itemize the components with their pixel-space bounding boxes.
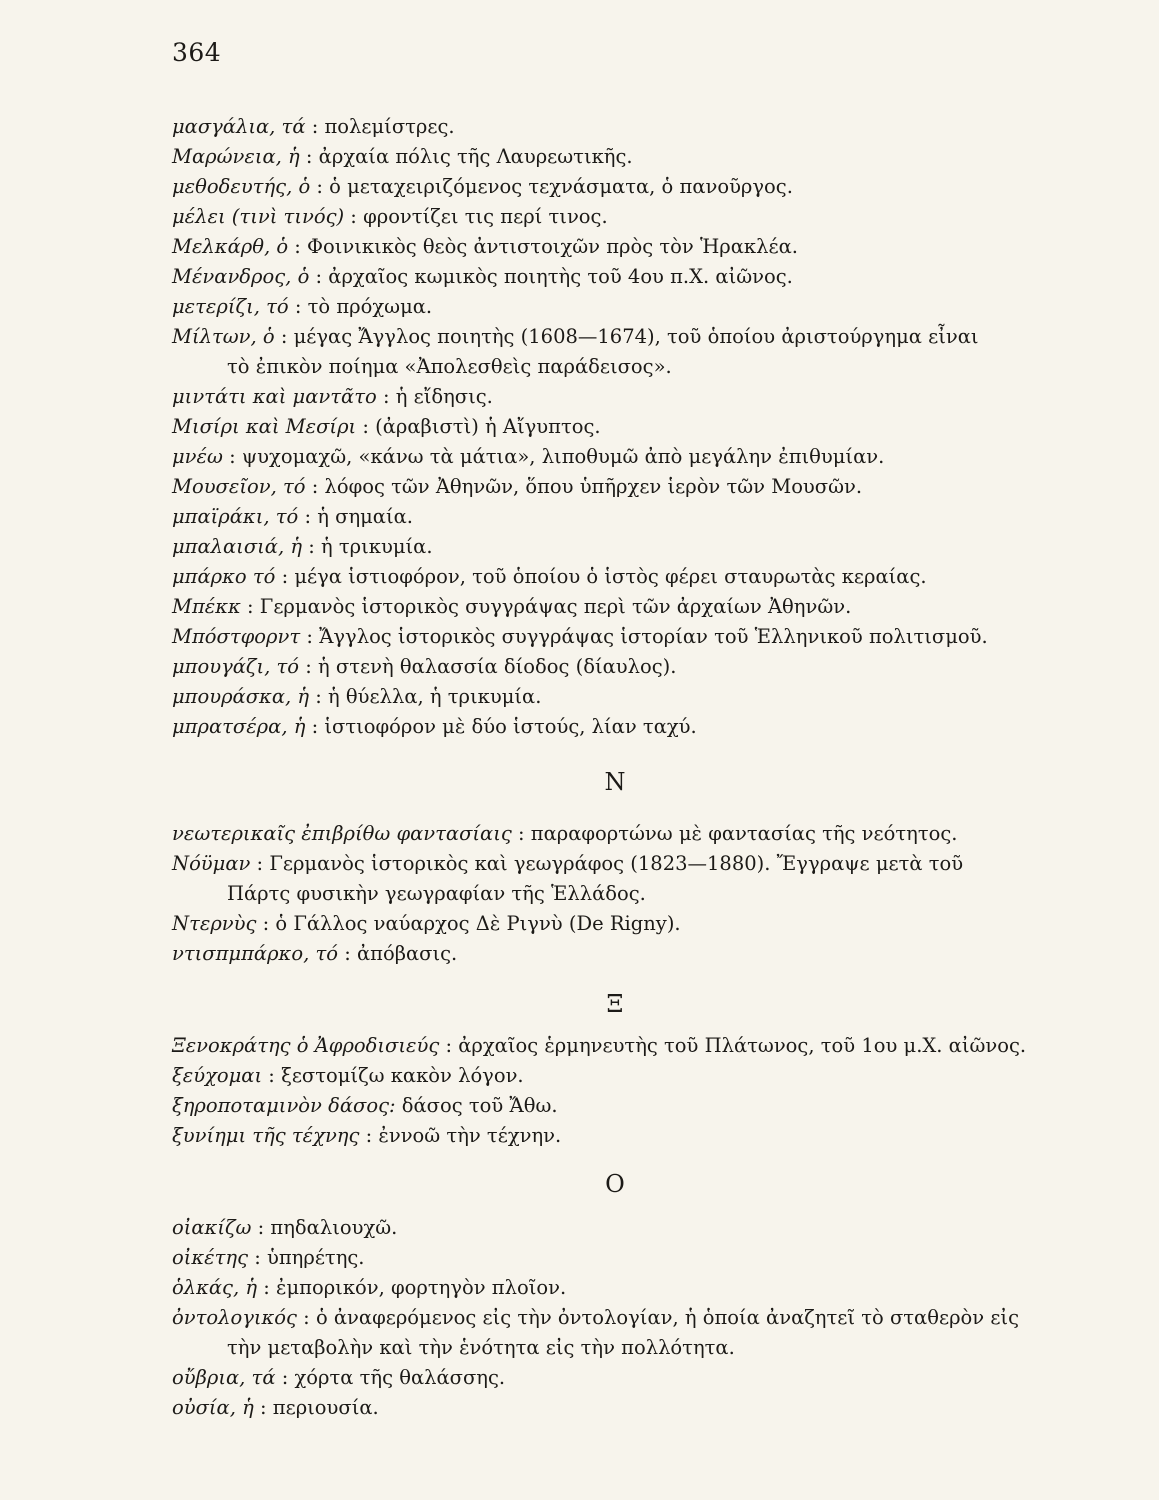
- list-item: [0, 472, 1159, 502]
- entry-term: οἰκέτης: [172, 1246, 249, 1269]
- entry-definition: : Γερμανὸς ἱστορικὸς καὶ γεωγράφος (1823—1880). Ἔγγραψε μετὰ τοῦ: [250, 852, 964, 875]
- page-number: 364: [172, 38, 222, 67]
- entry-definition: : ἱστιοφόρον μὲ δύο ἱστούς, λίαν ταχύ.: [305, 715, 697, 738]
- entry-term: μιντάτι καὶ μαντᾶτο: [172, 385, 377, 408]
- entry-term: μπαϊράκι, τό: [172, 505, 299, 528]
- entry-term: μνέω: [172, 445, 223, 468]
- entry-term: οἰακίζω: [172, 1216, 252, 1239]
- list-item: [0, 939, 1159, 969]
- entry-definition: : ἡ θύελλα, ἡ τρικυμία.: [309, 685, 542, 708]
- entry-definition: : τὸ πρόχωμα.: [288, 295, 433, 318]
- entry-term: Ξενοκράτης ὁ Ἀφροδισιεύς: [172, 1034, 440, 1057]
- entry-definition: : Φοινικικὸς θεὸς ἀντιστοιχῶν πρὸς τὸν Ἡρακλέα.: [288, 235, 798, 258]
- entry-definition: : φροντίζει τις περί τινος.: [344, 205, 608, 228]
- entry-definition: : ἡ σημαία.: [298, 505, 413, 528]
- list-item: [0, 172, 1159, 202]
- entry-definition: : ἡ τρικυμία.: [302, 535, 433, 558]
- entry-definition: : (ἀραβιστὶ) ἡ Αἴγυπτος.: [356, 415, 601, 438]
- entry-definition: : Ἄγγλος ἱστορικὸς συγγράψας ἱστορίαν τοῦ Ἑλληνικοῦ πολιτισμοῦ.: [300, 625, 988, 648]
- list-item: [0, 1393, 1159, 1423]
- list-item: [0, 562, 1159, 592]
- entry-term: Μίλτων, ὁ: [172, 325, 275, 348]
- entry-definition: : ὁ μεταχειριζόμενος τεχνάσματα, ὁ πανοῦργος.: [310, 175, 793, 198]
- list-item: [0, 592, 1159, 622]
- list-item: [0, 1121, 1159, 1151]
- list-item: [0, 502, 1159, 532]
- entry-definition: : ἀρχαῖος κωμικὸς ποιητὴς τοῦ 4ου π.Χ. αἰῶνος.: [309, 265, 793, 288]
- entry-term: Ντερνὺς: [172, 912, 257, 935]
- entry-definition: : χόρτα τῆς θαλάσσης.: [275, 1366, 506, 1389]
- entry-list: [0, 1213, 1159, 1423]
- entry-term: ξηροποταμινὸν δάσος:: [172, 1094, 396, 1117]
- list-item: [0, 622, 1159, 652]
- section-n: [0, 819, 1159, 969]
- entry-term: ξυνίημι τῆς τέχνης: [172, 1124, 360, 1147]
- list-item: [0, 322, 1159, 382]
- list-item: [0, 202, 1159, 232]
- section-o: [0, 1213, 1159, 1423]
- entry-definition: : ἡ στενὴ θαλασσία δίοδος (δίαυλος).: [299, 655, 677, 678]
- entry-definition: : Γερμανὸς ἱστορικὸς συγγράψας περὶ τῶν ἀρχαίων Ἀθηνῶν.: [240, 595, 852, 618]
- list-item: [0, 1091, 1159, 1121]
- letter-heading: Ο: [605, 1170, 625, 1198]
- section-m: [0, 112, 1159, 742]
- list-item: [0, 292, 1159, 322]
- list-item: [0, 1273, 1159, 1303]
- entry-list: [0, 112, 1159, 742]
- entry-term: Μένανδρος, ὁ: [172, 265, 310, 288]
- entry-definition: : πηδαλιουχῶ.: [251, 1216, 398, 1239]
- entry-definition: : ὑπηρέτης.: [248, 1246, 365, 1269]
- list-item: [0, 262, 1159, 292]
- entry-continuation: τὸ ἐπικὸν ποίημα «Ἀπολεσθεὶς παράδεισος».: [227, 355, 672, 378]
- entry-continuation: Πάρτς φυσικὴν γεωγραφίαν τῆς Ἑλλάδος.: [227, 882, 646, 905]
- entry-term: οὐσία, ἡ: [172, 1396, 254, 1419]
- list-item: [0, 1061, 1159, 1091]
- letter-heading: Ξ: [606, 990, 624, 1018]
- entry-definition: : ἐμπορικόν, φορτηγὸν πλοῖον.: [257, 1276, 567, 1299]
- list-item: [0, 382, 1159, 412]
- entry-term: Μελκάρθ, ὁ: [172, 235, 289, 258]
- list-item: [0, 232, 1159, 262]
- entry-definition: : ἡ εἴδησις.: [376, 385, 493, 408]
- list-item: [0, 112, 1159, 142]
- list-item: [0, 1363, 1159, 1393]
- entry-definition: : ἐννοῶ τὴν τέχνην.: [359, 1124, 562, 1147]
- entry-term: ντισπμπάρκο, τό: [172, 942, 338, 965]
- entry-term: Μπέκκ: [172, 595, 241, 618]
- entry-definition: : ὁ ἀναφερόμενος εἰς τὴν ὀντολογίαν, ἡ ὁποία ἀναζητεῖ τὸ σταθερὸν εἰς: [296, 1306, 1019, 1329]
- entry-term: Μπόστφορντ: [172, 625, 301, 648]
- entry-term: Μουσεῖον, τό: [172, 475, 306, 498]
- entry-list: [0, 1031, 1159, 1151]
- list-item: [0, 532, 1159, 562]
- list-item: [0, 1213, 1159, 1243]
- entry-term: μπαλαισιά, ἡ: [172, 535, 303, 558]
- entry-term: Μισίρι καὶ Μεσίρι: [172, 415, 357, 438]
- list-item: [0, 819, 1159, 849]
- entry-term: μπουράσκα, ἡ: [172, 685, 310, 708]
- entry-definition: : περιουσία.: [253, 1396, 379, 1419]
- list-item: [0, 712, 1159, 742]
- entry-definition: : μέγας Ἄγγλος ποιητὴς (1608—1674), τοῦ ὁποίου ἀριστούργημα εἶναι: [274, 325, 979, 348]
- entry-term: ξεύχομαι: [172, 1064, 263, 1087]
- entry-term: μασγάλια, τά: [172, 115, 306, 138]
- section-xi: [0, 1031, 1159, 1151]
- entry-definition: : ξεστομίζω κακὸν λόγον.: [262, 1064, 524, 1087]
- entry-continuation: τὴν μεταβολὴν καὶ τὴν ἑνότητα εἰς τὴν πολλότητα.: [227, 1336, 735, 1359]
- list-item: [0, 442, 1159, 472]
- list-item: [0, 1303, 1159, 1363]
- list-item: [0, 1243, 1159, 1273]
- entry-definition: : ἀπόβασις.: [338, 942, 458, 965]
- list-item: [0, 682, 1159, 712]
- entry-term: ὀντολογικός: [172, 1306, 297, 1329]
- list-item: [0, 412, 1159, 442]
- list-item: [0, 142, 1159, 172]
- entry-term: μέλει (τινὶ τινός): [172, 205, 345, 228]
- entry-term: μετερίζι, τό: [172, 295, 289, 318]
- entry-list: [0, 819, 1159, 969]
- entry-term: οὔβρια, τά: [172, 1366, 276, 1389]
- list-item: [0, 1031, 1159, 1061]
- entry-definition: : ἀρχαία πόλις τῆς Λαυρεωτικῆς.: [299, 145, 633, 168]
- list-item: [0, 849, 1159, 909]
- entry-term: Μαρώνεια, ἡ: [172, 145, 300, 168]
- entry-definition: : μέγα ἱστιοφόρον, τοῦ ὁποίου ὁ ἱστὸς φέρει σταυρωτὰς κεραίας.: [275, 565, 927, 588]
- list-item: [0, 909, 1159, 939]
- entry-term: μεθοδευτής, ὁ: [172, 175, 311, 198]
- entry-term: μπουγάζι, τό: [172, 655, 300, 678]
- entry-term: μπρατσέρα, ἡ: [172, 715, 306, 738]
- entry-term: νεωτερικαῖς ἐπιβρίθω φαντασίαις: [172, 822, 512, 845]
- entry-definition: : ψυχομαχῶ, «κάνω τὰ μάτια», λιποθυμῶ ἀπὸ μεγάλην ἐπιθυμίαν.: [222, 445, 885, 468]
- entry-definition: : πολεμίστρες.: [305, 115, 455, 138]
- entry-definition: : ἀρχαῖος ἑρμηνευτὴς τοῦ Πλάτωνος, τοῦ 1ου μ.Χ. αἰῶνος.: [439, 1034, 1027, 1057]
- list-item: [0, 652, 1159, 682]
- entry-definition: : λόφος τῶν Ἀθηνῶν, ὅπου ὑπῆρχεν ἱερὸν τῶν Μουσῶν.: [305, 475, 863, 498]
- entry-term: ὁλκάς, ἡ: [172, 1276, 258, 1299]
- entry-term: μπάρκο τό: [172, 565, 276, 588]
- entry-definition: δάσος τοῦ Ἄθω.: [395, 1094, 558, 1117]
- entry-term: Νόϋμαν: [172, 852, 251, 875]
- entry-definition: : ὁ Γάλλος ναύαρχος Δὲ Ριγνὺ (De Rigny).: [256, 912, 681, 935]
- letter-heading: Ν: [604, 768, 626, 796]
- entry-definition: : παραφορτώνω μὲ φαντασίας τῆς νεότητος.: [511, 822, 958, 845]
